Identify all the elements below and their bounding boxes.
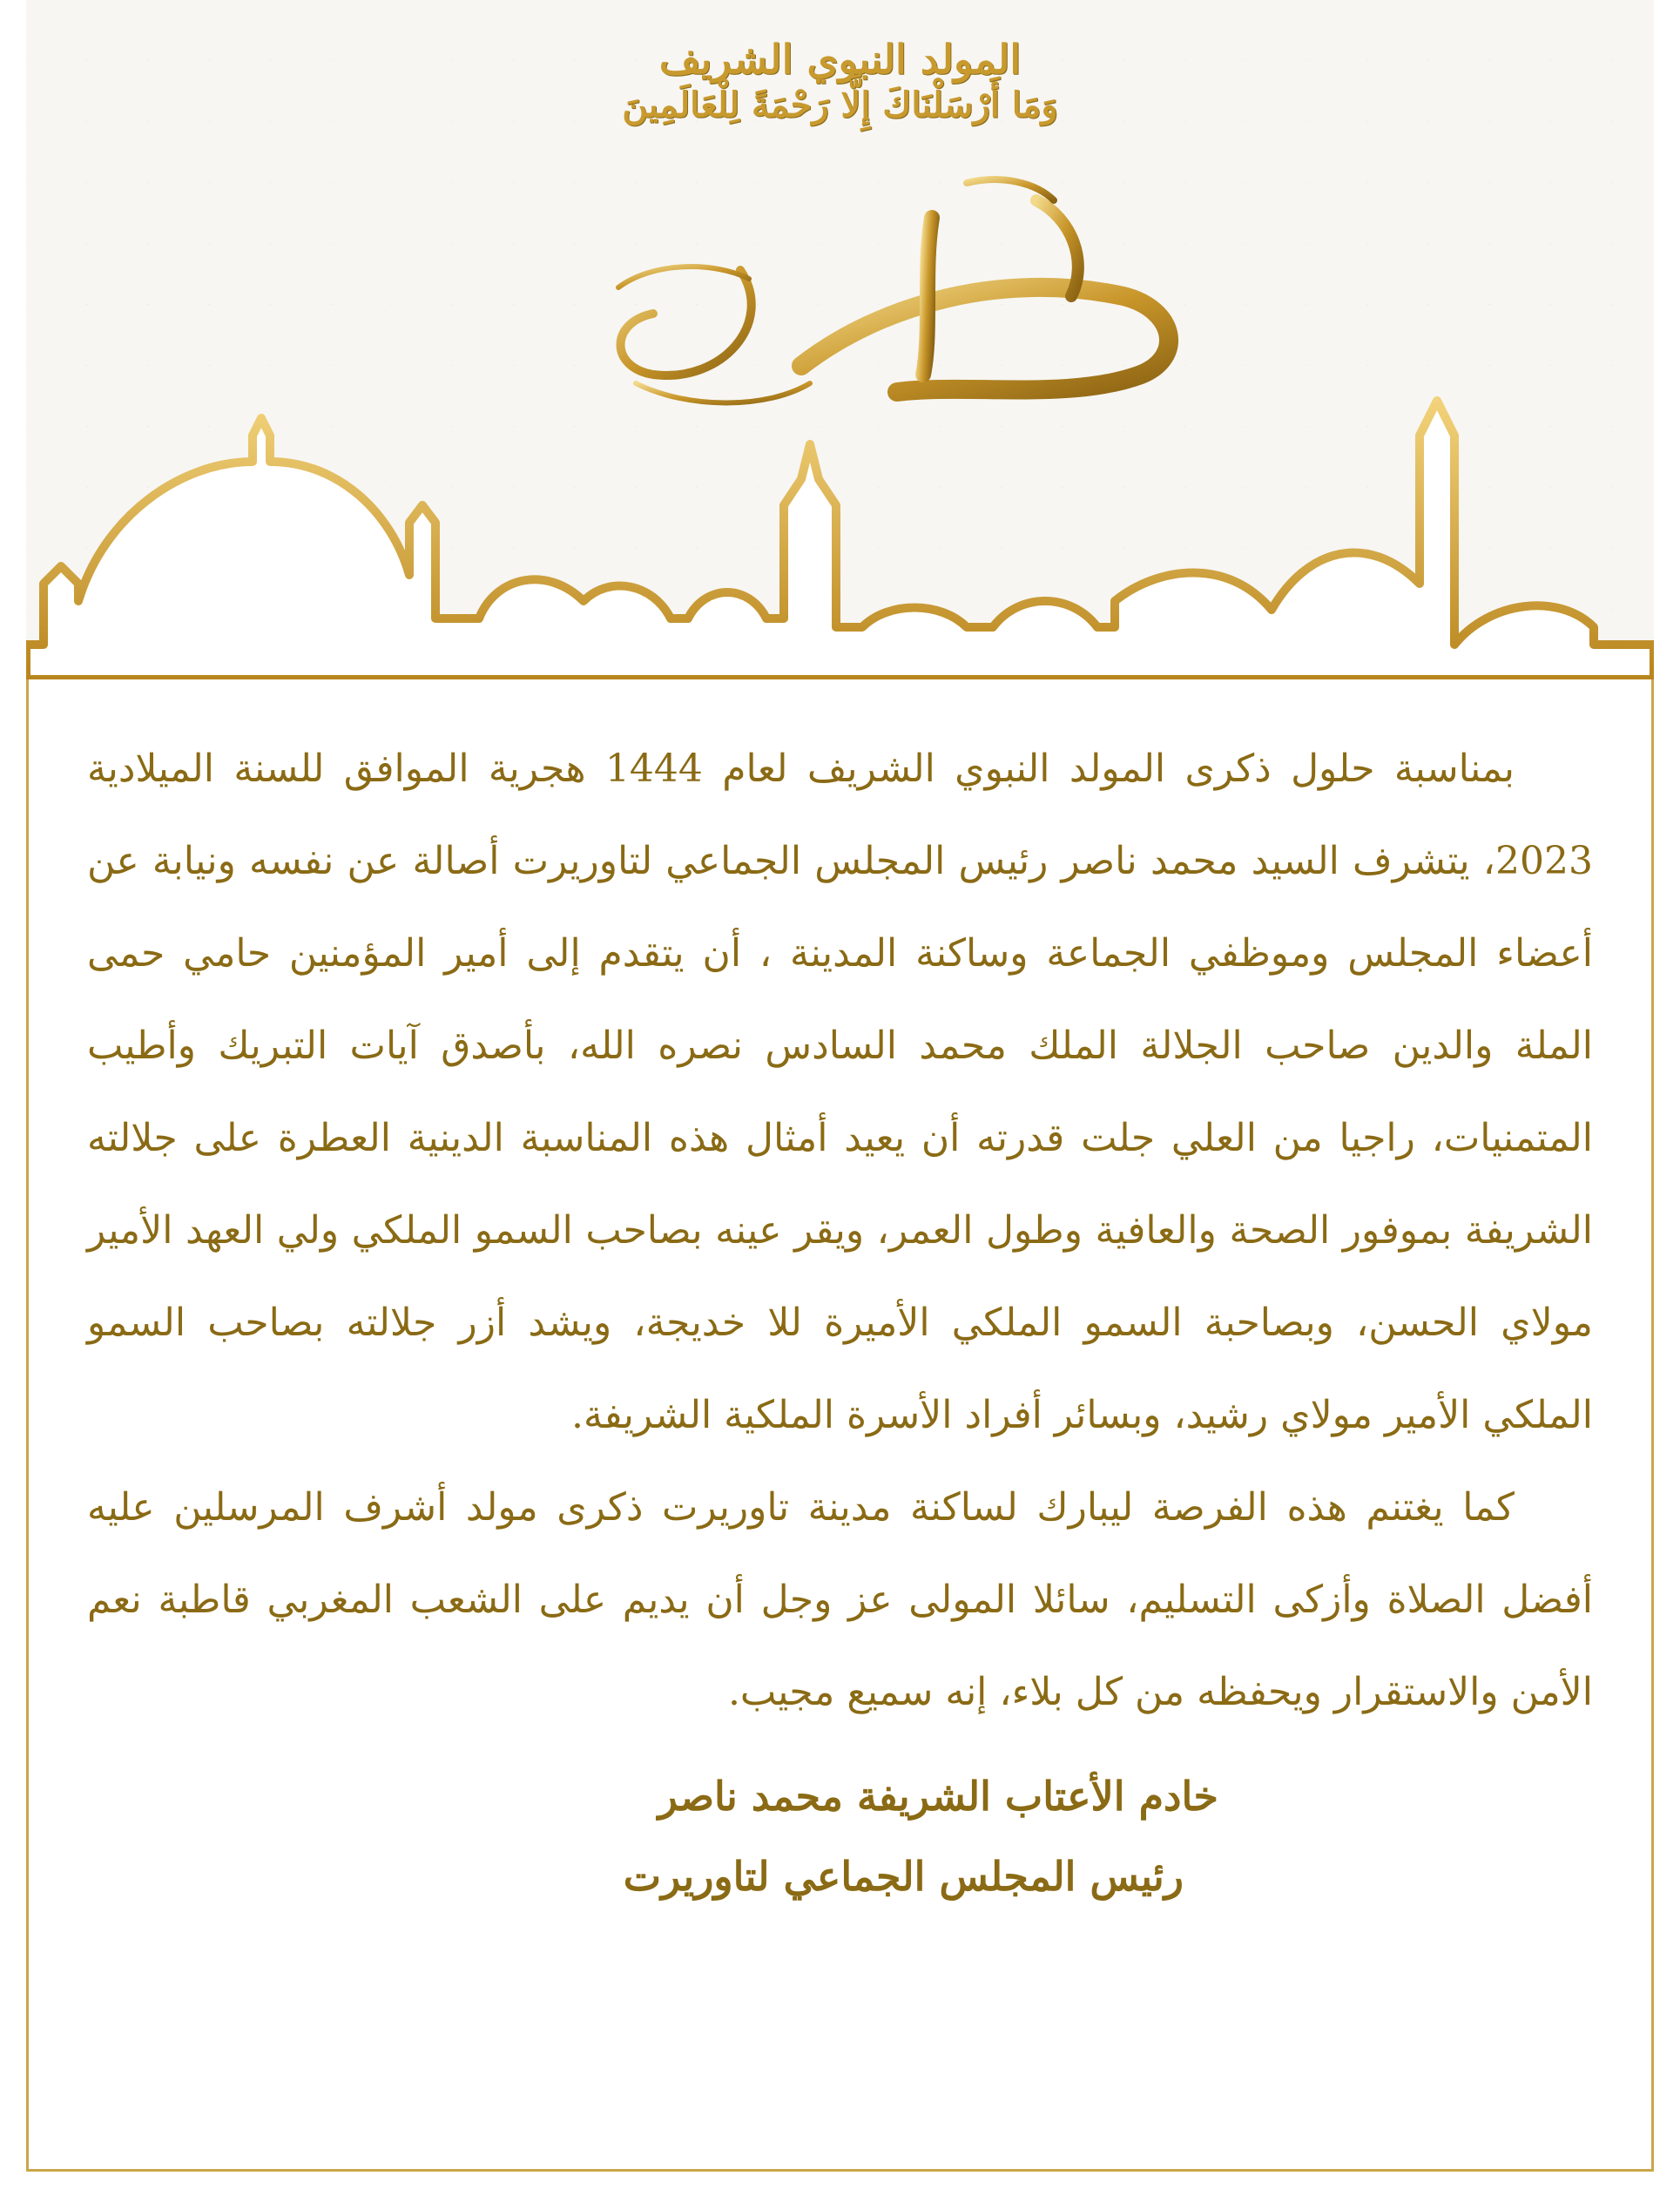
header-banner xyxy=(26,0,1654,679)
banner-title: المولد النبوي الشريف xyxy=(658,36,1022,83)
signature-name: خادم الأعتاب الشريفة محمد ناصر xyxy=(658,1773,1218,1820)
banner-verse: وَمَا أَرْسَلْنَاكَ إِلَّا رَحْمَةً لِلْعَالَمِينَ xyxy=(622,84,1058,125)
paragraph-greeting: بمناسبة حلول ذكرى المولد النبوي الشريف لعام 1444 هجرية الموافق للسنة الميلادية 2023، يتشرف السيد محمد ناصر رئيس المجلس الجماعي لتاوريرت أصالة عن نفسه ونيابة عن أعضاء المجلس وموظفي الجماعة وساكنة المدينة ، أن يتقدم إلى أمير المؤمنين حامي حمى الملة والدين صاحب الجلالة الملك محمد السادس نصره الله، بأصدق آيات التبريك وأطيب المتمنيات، راجيا من العلي جلت قدرته أن يعيد أمثال هذه المناسبة الدينية العطرة على جلالته الشريفة بموفور الصحة والعافية وطول العمر، ويقر عينه بصاحب السمو الملكي ولي العهد الأمير مولاي الحسن، وبصاحبة السمو الملكي الأميرة للا خديجة، ويشد أزر جلالته بصاحب السمو الملكي الأمير مولاي رشيد، وبسائر أفراد الأسرة الملكية الشريفة. xyxy=(87,747,1593,1437)
signature-block xyxy=(87,1756,1218,1916)
letter-body xyxy=(87,723,1593,1916)
mosque-skyline xyxy=(26,383,1654,679)
paragraph-blessing: كما يغتنم هذه الفرصة ليبارك لساكنة مدينة تاوريرت ذكرى مولد أشرف المرسلين عليه أفضل الصلاة وأزكى التسليم، سائلا المولى عز وجل أن يديم على الشعب المغربي قاطبة نعم الأمن والاستقرار ويحفظه من كل بلاء، إنه سميع مجيب. xyxy=(87,1485,1593,1714)
signature-title: رئيس المجلس الجماعي لتاوريرت xyxy=(623,1853,1184,1900)
